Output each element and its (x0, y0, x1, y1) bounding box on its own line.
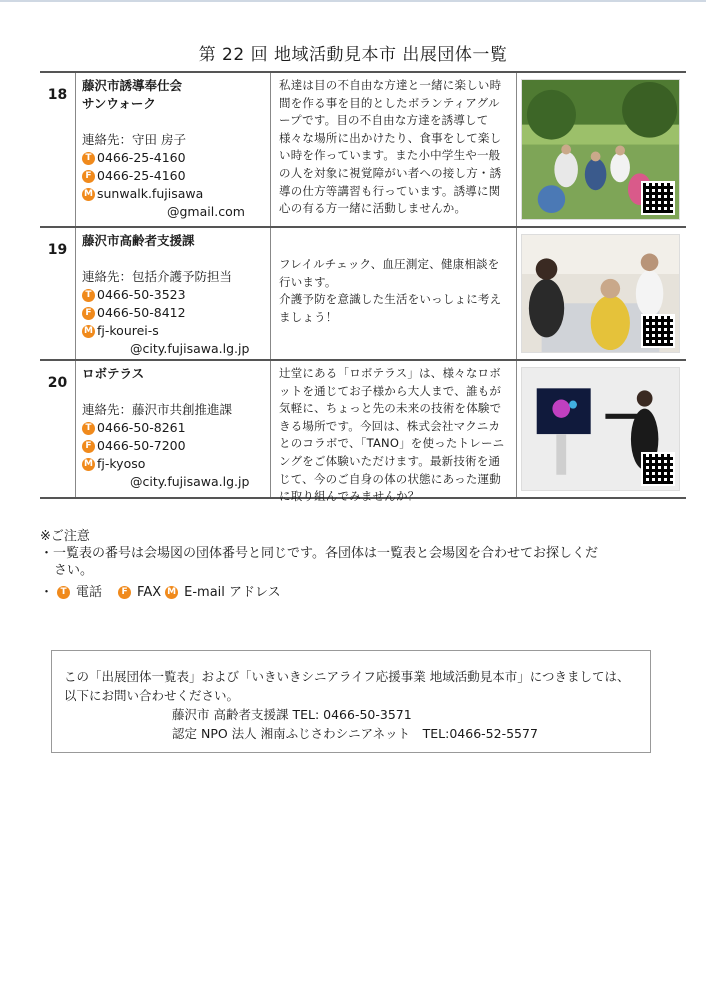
inquiry-line: 以下にお問い合わせください。 (64, 688, 240, 703)
fax-line (82, 304, 270, 322)
tel-number: 0466-50-3523 (97, 287, 186, 302)
legend-mail: E-mail アドレス (184, 585, 281, 600)
qr-code-icon (641, 452, 675, 486)
notes-section (40, 528, 598, 601)
org-name: 藤沢市高齢者支援課 (82, 233, 195, 248)
note-line: ・一覧表の番号は会場図の団体番号と同じです。各団体は一覧表と会場図を合わせてお探しくだ (40, 546, 598, 561)
legend-fax: FAX (137, 585, 162, 600)
tel-number: 0466-25-4160 (97, 150, 186, 165)
inquiry-contact: 藤沢市 高齢者支援課 TEL: 0466-50-3571 (172, 707, 412, 722)
group-number: 19 (40, 228, 76, 359)
fax-number: 0466-50-7200 (97, 438, 186, 453)
contact-cell (76, 73, 271, 226)
fax-number: 0466-25-4160 (97, 168, 186, 183)
description: 辻堂にある「ロボテラス」は、様々なロボットを通じてお子様から大人まで、誰もが気軽に、ちょっと先の未来の技術を体験できる場所です。今回は、株式会社マクニカとのコラボで、「TANO」を使ったトレーニングをご体験いただけます。最新技術を通じて、今のご自身の体の状態にあった運動に取り組んでみませんか？ (271, 361, 517, 497)
description: フレイルチェック、血圧測定、健康相談を行います。 介護予防を意識した生活をいっしょに考えましょう！ (271, 228, 517, 359)
email-domain[interactable]: @gmail.com (167, 204, 245, 219)
fax-icon: F (82, 307, 95, 320)
email-line (82, 455, 270, 473)
email-line (82, 322, 270, 340)
fax-line (82, 437, 270, 455)
org-subname: サンウォーク (82, 96, 156, 111)
qr-code-icon (641, 314, 675, 348)
contact-cell (76, 361, 271, 497)
tel-line (82, 419, 270, 437)
phone-icon: T (57, 586, 70, 599)
top-rule (0, 0, 706, 2)
fax-line (82, 167, 270, 185)
fax-icon: F (82, 440, 95, 453)
activity-photo (521, 79, 680, 220)
activity-photo (521, 234, 680, 353)
activity-photo (521, 367, 680, 491)
legend-bullet: ・ (40, 585, 54, 600)
org-name: ロボテラス (82, 366, 145, 381)
mail-icon: M (165, 586, 178, 599)
phone-icon: T (82, 152, 95, 165)
group-number: 18 (40, 73, 76, 226)
page-title: 第 22 回 地域活動見本市 出展団体一覧 (198, 45, 508, 65)
mail-icon: M (82, 188, 95, 201)
photo-cell (517, 228, 686, 359)
phone-icon: T (82, 289, 95, 302)
icon-legend (40, 584, 598, 601)
photo-cell (517, 361, 686, 497)
inquiry-box (51, 650, 651, 753)
tel-number: 0466-50-8261 (97, 420, 186, 435)
email-domain[interactable]: @city.fujisawa.lg.jp (130, 474, 250, 489)
fax-icon: F (82, 170, 95, 183)
email-domain[interactable]: @city.fujisawa.lg.jp (130, 341, 250, 356)
note-line-continued: さい。 (54, 563, 94, 578)
table-row (40, 228, 686, 361)
qr-code-icon (641, 181, 675, 215)
contact-cell (76, 228, 271, 359)
org-name: 藤沢市誘導奉仕会 (82, 78, 183, 93)
fax-number: 0466-50-8412 (97, 305, 186, 320)
table-row (40, 73, 686, 228)
contact-person: 連絡先：包括介護予防担当 (82, 269, 233, 284)
description: 私達は目の不自由な方達と一緒に楽しい時間を作る事を目的としたボランティアグループです。目の不自由な方達を誘導して様々な場所に出かけたり、食事をして楽しい時を作っています。また小中学生や一般の人を対象に視覚障がい者への接し方・誘導の仕方等講習も行っています。誘導に関心の有る方一緒に活動しませんか。 (271, 73, 517, 226)
email-user[interactable]: fj-kourei-s (97, 323, 159, 338)
photo-cell (517, 73, 686, 226)
contact-person: 連絡先：藤沢市共創推進課 (82, 402, 233, 417)
legend-tel: 電話 (76, 585, 103, 600)
exhibitor-table (40, 71, 686, 504)
email-line (82, 185, 270, 203)
email-user[interactable]: fj-kyoso (97, 456, 146, 471)
email-user[interactable]: sunwalk.fujisawa (97, 186, 204, 201)
fax-icon: F (118, 586, 131, 599)
contact-person: 連絡先：守田 房子 (82, 132, 186, 147)
tel-line (82, 286, 270, 304)
phone-icon: T (82, 422, 95, 435)
tel-line (82, 149, 270, 167)
table-row (40, 361, 686, 504)
group-number: 20 (40, 361, 76, 497)
notes-heading: ※ご注意 (40, 529, 90, 544)
inquiry-line: この「出展団体一覧表」および「いきいきシニアライフ応援事業 地域活動見本市」につきましては、 (64, 669, 630, 684)
mail-icon: M (82, 458, 95, 471)
mail-icon: M (82, 325, 95, 338)
inquiry-contact: 認定 NPO 法人 湘南ふじさわシニアネット TEL:0466-52-5577 (172, 726, 538, 741)
